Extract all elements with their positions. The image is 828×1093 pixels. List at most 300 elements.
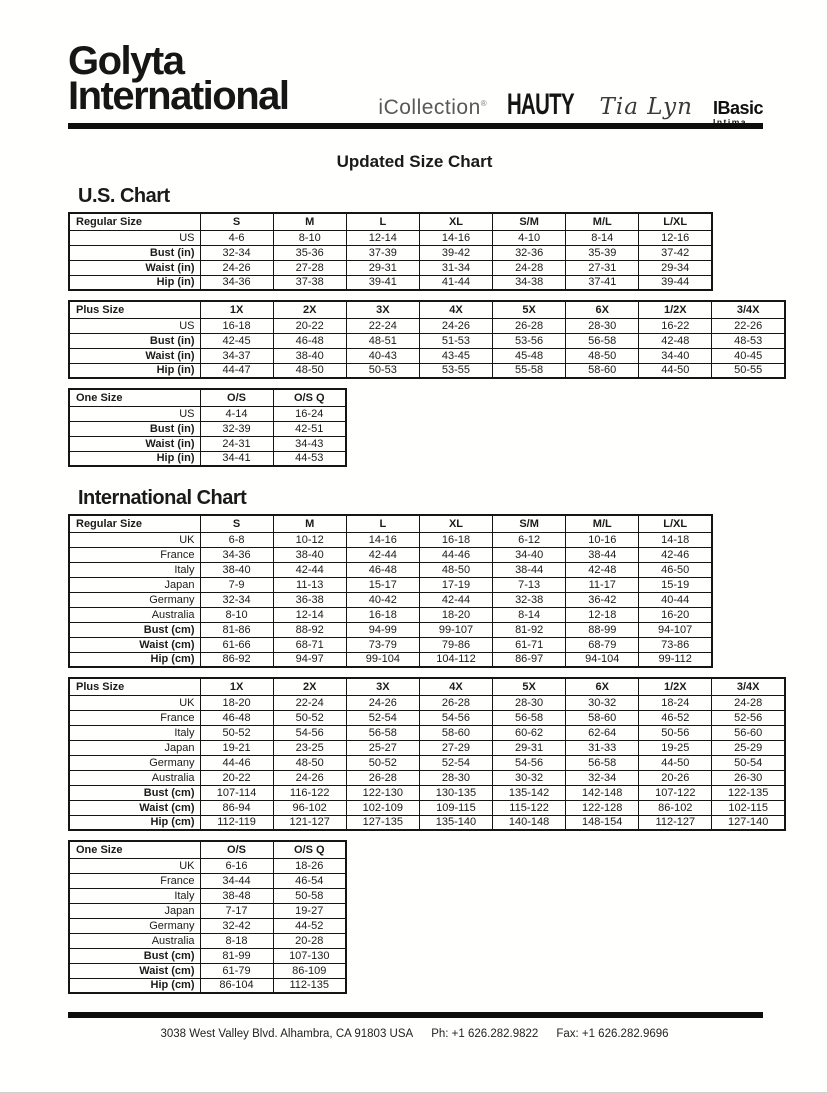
size-value-cell: 135-140 [419, 815, 492, 830]
size-value-cell: 15-19 [639, 577, 712, 592]
table-row [69, 547, 712, 562]
size-value-cell: 52-54 [346, 710, 419, 725]
table-header-row [69, 515, 712, 532]
tia-lyn-logo: Tia Lyn [599, 94, 693, 120]
size-value-cell: 20-26 [639, 770, 712, 785]
ibasic-logo-bottom: Intima [712, 117, 747, 127]
size-value-cell: 50-55 [712, 363, 785, 378]
table-corner-label: Regular Size [69, 515, 200, 532]
table-row [69, 406, 346, 421]
row-label: Australia [69, 607, 200, 622]
size-value-cell: 6-8 [200, 532, 273, 547]
size-value-cell: 41-44 [419, 275, 492, 290]
size-value-cell: 112-119 [200, 815, 273, 830]
size-value-cell: 30-32 [566, 695, 639, 710]
size-value-cell: 14-16 [419, 230, 492, 245]
size-value-cell: 48-50 [273, 755, 346, 770]
size-value-cell: 6-16 [200, 858, 273, 873]
size-value-cell: 94-104 [566, 652, 639, 667]
size-value-cell: 135-142 [493, 785, 566, 800]
row-label: Waist (cm) [69, 800, 200, 815]
size-value-cell: 73-86 [639, 637, 712, 652]
size-value-cell: 20-28 [273, 933, 346, 948]
size-value-cell: 8-18 [200, 933, 273, 948]
size-column-header: S/M [493, 213, 566, 230]
size-value-cell: 46-48 [273, 333, 346, 348]
size-value-cell: 38-40 [273, 348, 346, 363]
row-label: Waist (cm) [69, 637, 200, 652]
size-value-cell: 122-128 [566, 800, 639, 815]
row-label: Bust (in) [69, 245, 200, 260]
size-value-cell: 35-39 [566, 245, 639, 260]
table-row [69, 785, 785, 800]
size-value-cell: 61-71 [493, 637, 566, 652]
size-value-cell: 50-58 [273, 888, 346, 903]
table-row [69, 948, 346, 963]
size-value-cell: 50-52 [200, 725, 273, 740]
size-value-cell: 86-102 [639, 800, 712, 815]
size-column-header: 2X [273, 301, 346, 318]
size-value-cell: 20-22 [200, 770, 273, 785]
size-column-header: 1/2X [639, 301, 712, 318]
size-value-cell: 18-20 [419, 607, 492, 622]
page-header [68, 0, 761, 129]
us-chart-heading: U.S. Chart [78, 185, 170, 207]
row-label: Waist (cm) [69, 963, 200, 978]
size-value-cell: 35-36 [273, 245, 346, 260]
size-value-cell: 42-44 [346, 547, 419, 562]
icollection-logo [378, 96, 487, 120]
size-column-header: L [346, 515, 419, 532]
size-value-cell: 37-42 [639, 245, 712, 260]
size-column-header: 3X [346, 301, 419, 318]
size-value-cell: 86-109 [273, 963, 346, 978]
size-value-cell: 23-25 [273, 740, 346, 755]
size-value-cell: 38-40 [273, 547, 346, 562]
size-value-cell: 94-97 [273, 652, 346, 667]
international-one-size-table [68, 840, 347, 994]
size-value-cell: 42-46 [639, 547, 712, 562]
size-value-cell: 44-53 [273, 451, 346, 466]
international-plus-size-table [68, 677, 786, 831]
size-value-cell: 26-28 [419, 695, 492, 710]
size-value-cell: 32-42 [200, 918, 273, 933]
size-value-cell: 44-50 [639, 755, 712, 770]
size-value-cell: 121-127 [273, 815, 346, 830]
size-value-cell: 52-56 [712, 710, 785, 725]
size-value-cell: 46-50 [639, 562, 712, 577]
table-corner-label: One Size [69, 841, 200, 858]
row-label: Hip (cm) [69, 815, 200, 830]
size-value-cell: 36-42 [566, 592, 639, 607]
size-value-cell: 37-39 [346, 245, 419, 260]
table-row [69, 333, 785, 348]
size-column-header: 1X [200, 678, 273, 695]
size-value-cell: 22-24 [273, 695, 346, 710]
size-value-cell: 112-135 [273, 978, 346, 993]
size-column-header: 3X [346, 678, 419, 695]
size-value-cell: 27-31 [566, 260, 639, 275]
size-value-cell: 99-112 [639, 652, 712, 667]
icollection-logo-text: iCollection [378, 96, 481, 119]
row-label: Bust (cm) [69, 948, 200, 963]
size-value-cell: 28-30 [419, 770, 492, 785]
size-value-cell: 48-50 [419, 562, 492, 577]
size-value-cell: 36-38 [273, 592, 346, 607]
size-value-cell: 86-97 [493, 652, 566, 667]
size-value-cell: 28-30 [493, 695, 566, 710]
table-row [69, 800, 785, 815]
size-value-cell: 34-41 [200, 451, 273, 466]
size-value-cell: 11-13 [273, 577, 346, 592]
table-row [69, 436, 346, 451]
size-value-cell: 44-46 [200, 755, 273, 770]
table-row [69, 770, 785, 785]
table-row [69, 592, 712, 607]
size-value-cell: 44-47 [200, 363, 273, 378]
size-column-header: L [346, 213, 419, 230]
size-value-cell: 4-14 [200, 406, 273, 421]
size-value-cell: 12-14 [346, 230, 419, 245]
size-value-cell: 61-79 [200, 963, 273, 978]
row-label: Waist (in) [69, 348, 200, 363]
size-column-header: 5X [493, 301, 566, 318]
size-value-cell: 26-30 [712, 770, 785, 785]
size-column-header: 2X [273, 678, 346, 695]
size-column-header: O/S [200, 841, 273, 858]
footer-phone: Ph: +1 626.282.9822 [431, 1028, 539, 1040]
table-corner-label: Plus Size [69, 301, 200, 318]
size-value-cell: 25-27 [346, 740, 419, 755]
size-value-cell: 16-18 [419, 532, 492, 547]
row-label: Hip (in) [69, 451, 200, 466]
table-row [69, 740, 785, 755]
row-label: UK [69, 695, 200, 710]
size-value-cell: 37-41 [566, 275, 639, 290]
size-value-cell: 14-18 [639, 532, 712, 547]
size-value-cell: 4-10 [493, 230, 566, 245]
size-value-cell: 19-27 [273, 903, 346, 918]
row-label: US [69, 230, 200, 245]
size-column-header: O/S [200, 389, 273, 406]
size-column-header: M/L [566, 515, 639, 532]
size-value-cell: 12-14 [273, 607, 346, 622]
row-label: Waist (in) [69, 260, 200, 275]
footer-contact-info [68, 1028, 761, 1040]
size-value-cell: 32-36 [493, 245, 566, 260]
row-label: US [69, 318, 200, 333]
size-value-cell: 86-92 [200, 652, 273, 667]
size-value-cell: 16-18 [346, 607, 419, 622]
size-value-cell: 12-16 [639, 230, 712, 245]
size-value-cell: 48-51 [346, 333, 419, 348]
row-label: Germany [69, 918, 200, 933]
size-value-cell: 56-58 [346, 725, 419, 740]
size-value-cell: 48-53 [712, 333, 785, 348]
size-value-cell: 32-38 [493, 592, 566, 607]
table-row [69, 903, 346, 918]
size-value-cell: 109-115 [419, 800, 492, 815]
size-value-cell: 99-107 [419, 622, 492, 637]
size-column-header: 1/2X [639, 678, 712, 695]
size-value-cell: 7-9 [200, 577, 273, 592]
size-value-cell: 94-107 [639, 622, 712, 637]
row-label: Italy [69, 725, 200, 740]
row-label: Germany [69, 592, 200, 607]
size-value-cell: 104-112 [419, 652, 492, 667]
size-value-cell: 62-64 [566, 725, 639, 740]
size-value-cell: 43-45 [419, 348, 492, 363]
size-value-cell: 46-48 [346, 562, 419, 577]
footer-address: 3038 West Valley Blvd. Alhambra, CA 91803 USA [160, 1028, 414, 1040]
size-value-cell: 107-130 [273, 948, 346, 963]
size-value-cell: 29-31 [493, 740, 566, 755]
size-value-cell: 34-37 [200, 348, 273, 363]
size-value-cell: 7-17 [200, 903, 273, 918]
size-column-header: M/L [566, 213, 639, 230]
row-label: Japan [69, 740, 200, 755]
size-value-cell: 68-79 [566, 637, 639, 652]
size-value-cell: 56-58 [566, 755, 639, 770]
company-logo-line1: Golyta [68, 39, 184, 83]
row-label: US [69, 406, 200, 421]
row-label: Bust (in) [69, 333, 200, 348]
table-row [69, 815, 785, 830]
size-value-cell: 73-79 [346, 637, 419, 652]
size-column-header: 4X [419, 678, 492, 695]
size-value-cell: 81-92 [493, 622, 566, 637]
size-value-cell: 38-44 [566, 547, 639, 562]
size-value-cell: 55-58 [493, 363, 566, 378]
size-value-cell: 19-21 [200, 740, 273, 755]
size-value-cell: 8-14 [493, 607, 566, 622]
size-value-cell: 16-22 [639, 318, 712, 333]
size-value-cell: 38-44 [493, 562, 566, 577]
size-value-cell: 88-92 [273, 622, 346, 637]
row-label: Hip (cm) [69, 978, 200, 993]
size-value-cell: 22-24 [346, 318, 419, 333]
size-value-cell: 54-56 [419, 710, 492, 725]
size-value-cell: 48-50 [566, 348, 639, 363]
size-value-cell: 31-33 [566, 740, 639, 755]
size-value-cell: 27-29 [419, 740, 492, 755]
size-column-header: L/XL [639, 515, 712, 532]
size-value-cell: 16-24 [273, 406, 346, 421]
size-value-cell: 15-17 [346, 577, 419, 592]
us-regular-size-table [68, 212, 713, 291]
size-value-cell: 24-26 [419, 318, 492, 333]
size-value-cell: 102-109 [346, 800, 419, 815]
row-label: Bust (cm) [69, 622, 200, 637]
size-column-header: S [200, 515, 273, 532]
table-row [69, 873, 346, 888]
size-value-cell: 29-34 [639, 260, 712, 275]
us-plus-size-table [68, 300, 786, 379]
size-value-cell: 40-44 [639, 592, 712, 607]
size-value-cell: 61-66 [200, 637, 273, 652]
size-value-cell: 46-52 [639, 710, 712, 725]
row-label: Germany [69, 755, 200, 770]
size-value-cell: 22-26 [712, 318, 785, 333]
size-column-header: O/S Q [273, 389, 346, 406]
table-row [69, 858, 346, 873]
row-label: UK [69, 532, 200, 547]
table-row [69, 918, 346, 933]
table-row [69, 348, 785, 363]
row-label: Japan [69, 577, 200, 592]
size-value-cell: 79-86 [419, 637, 492, 652]
size-value-cell: 46-48 [200, 710, 273, 725]
table-row [69, 710, 785, 725]
size-value-cell: 16-20 [639, 607, 712, 622]
size-value-cell: 32-34 [566, 770, 639, 785]
size-value-cell: 50-56 [639, 725, 712, 740]
size-column-header: 6X [566, 301, 639, 318]
size-column-header: 1X [200, 301, 273, 318]
table-header-row [69, 389, 346, 406]
size-value-cell: 58-60 [566, 363, 639, 378]
size-value-cell: 34-40 [493, 547, 566, 562]
size-value-cell: 127-140 [712, 815, 785, 830]
size-value-cell: 11-17 [566, 577, 639, 592]
size-value-cell: 34-40 [639, 348, 712, 363]
size-value-cell: 42-44 [419, 592, 492, 607]
size-value-cell: 40-45 [712, 348, 785, 363]
size-value-cell: 45-48 [493, 348, 566, 363]
size-value-cell: 34-38 [493, 275, 566, 290]
size-value-cell: 107-114 [200, 785, 273, 800]
size-value-cell: 115-122 [493, 800, 566, 815]
table-row [69, 622, 712, 637]
size-value-cell: 50-54 [712, 755, 785, 770]
size-value-cell: 30-32 [493, 770, 566, 785]
size-value-cell: 51-53 [419, 333, 492, 348]
table-row [69, 978, 346, 993]
size-value-cell: 142-148 [566, 785, 639, 800]
size-value-cell: 54-56 [493, 755, 566, 770]
size-value-cell: 48-50 [273, 363, 346, 378]
table-row [69, 275, 712, 290]
size-value-cell: 46-54 [273, 873, 346, 888]
row-label: Hip (cm) [69, 652, 200, 667]
row-label: Bust (in) [69, 421, 200, 436]
size-column-header: 3/4X [712, 678, 785, 695]
size-value-cell: 38-40 [200, 562, 273, 577]
ibasic-intima-logo [713, 99, 763, 127]
international-regular-size-table [68, 514, 713, 668]
size-value-cell: 10-16 [566, 532, 639, 547]
table-row [69, 755, 785, 770]
row-label: France [69, 710, 200, 725]
size-value-cell: 32-34 [200, 592, 273, 607]
table-row [69, 363, 785, 378]
table-header-row [69, 301, 785, 318]
size-value-cell: 52-54 [419, 755, 492, 770]
size-value-cell: 58-60 [566, 710, 639, 725]
size-value-cell: 42-51 [273, 421, 346, 436]
table-corner-label: Regular Size [69, 213, 200, 230]
size-value-cell: 8-10 [200, 607, 273, 622]
international-chart-heading: International Chart [78, 487, 247, 509]
size-value-cell: 102-115 [712, 800, 785, 815]
row-label: UK [69, 858, 200, 873]
row-label: Australia [69, 933, 200, 948]
size-value-cell: 14-16 [346, 532, 419, 547]
size-column-header: XL [419, 213, 492, 230]
size-value-cell: 34-36 [200, 275, 273, 290]
size-value-cell: 32-39 [200, 421, 273, 436]
registered-mark-icon: ® [480, 99, 488, 108]
size-column-header: 5X [493, 678, 566, 695]
size-value-cell: 42-45 [200, 333, 273, 348]
size-value-cell: 148-154 [566, 815, 639, 830]
table-row [69, 318, 785, 333]
size-value-cell: 54-56 [273, 725, 346, 740]
row-label: Australia [69, 770, 200, 785]
size-value-cell: 86-104 [200, 978, 273, 993]
size-column-header: L/XL [639, 213, 712, 230]
size-value-cell: 122-135 [712, 785, 785, 800]
row-label: Hip (in) [69, 363, 200, 378]
table-row [69, 562, 712, 577]
size-value-cell: 18-24 [639, 695, 712, 710]
size-column-header: M [273, 515, 346, 532]
row-label: France [69, 873, 200, 888]
table-row [69, 260, 712, 275]
row-label: Italy [69, 562, 200, 577]
size-value-cell: 50-52 [273, 710, 346, 725]
size-value-cell: 26-28 [493, 318, 566, 333]
size-value-cell: 44-52 [273, 918, 346, 933]
table-row [69, 607, 712, 622]
size-value-cell: 38-48 [200, 888, 273, 903]
size-value-cell: 27-28 [273, 260, 346, 275]
size-value-cell: 130-135 [419, 785, 492, 800]
size-value-cell: 81-99 [200, 948, 273, 963]
size-value-cell: 58-60 [419, 725, 492, 740]
size-value-cell: 34-36 [200, 547, 273, 562]
size-value-cell: 10-12 [273, 532, 346, 547]
size-value-cell: 39-41 [346, 275, 419, 290]
size-value-cell: 42-48 [566, 562, 639, 577]
size-value-cell: 99-104 [346, 652, 419, 667]
size-value-cell: 24-26 [346, 695, 419, 710]
table-row [69, 695, 785, 710]
table-row [69, 245, 712, 260]
size-value-cell: 34-44 [200, 873, 273, 888]
size-value-cell: 12-18 [566, 607, 639, 622]
size-value-cell: 6-12 [493, 532, 566, 547]
size-value-cell: 50-53 [346, 363, 419, 378]
size-value-cell: 32-34 [200, 245, 273, 260]
document-title: Updated Size Chart [336, 152, 493, 171]
size-column-header: 4X [419, 301, 492, 318]
size-value-cell: 60-62 [493, 725, 566, 740]
size-value-cell: 56-58 [566, 333, 639, 348]
size-value-cell: 42-44 [273, 562, 346, 577]
table-row [69, 421, 346, 436]
size-value-cell: 24-28 [493, 260, 566, 275]
size-value-cell: 56-60 [712, 725, 785, 740]
table-row [69, 652, 712, 667]
size-value-cell: 50-52 [346, 755, 419, 770]
size-value-cell: 42-48 [639, 333, 712, 348]
size-value-cell: 18-20 [200, 695, 273, 710]
size-value-cell: 19-25 [639, 740, 712, 755]
size-value-cell: 20-22 [273, 318, 346, 333]
size-value-cell: 53-55 [419, 363, 492, 378]
row-label: France [69, 547, 200, 562]
